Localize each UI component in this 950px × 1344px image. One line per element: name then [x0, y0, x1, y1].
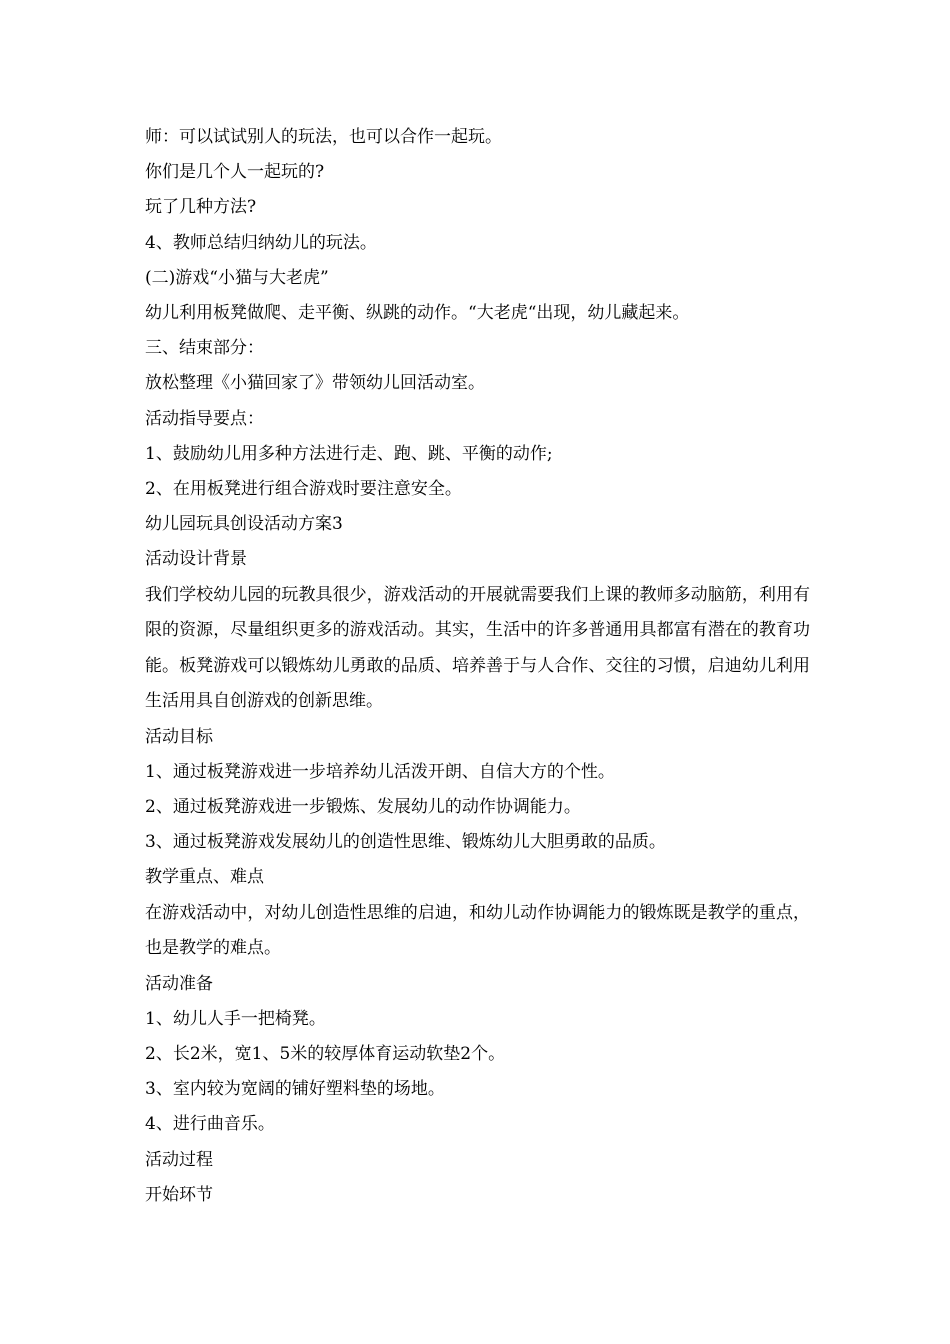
section-heading: 开始环节 [145, 1184, 213, 1205]
focus-paragraph: 在游戏活动中，对幼儿创造性思维的启迪，和幼儿动作协调能力的锻炼既是教学的重点，也是教学的难点。 [145, 902, 810, 959]
list-item: 3、通过板凳游戏发展幼儿的创造性思维、锻炼幼儿大胆勇敢的品质。 [145, 832, 666, 853]
section-heading: 活动准备 [145, 973, 213, 994]
list-item: 2、长2米，宽1、5米的较厚体育运动软垫2个。 [145, 1044, 506, 1065]
section-heading: 三、结束部分： [145, 338, 264, 359]
section-heading: 活动过程 [145, 1149, 213, 1170]
text-line: 玩了几种方法? [145, 197, 257, 218]
text-line: 放松整理《小猫回家了》带领幼儿回活动室。 [145, 373, 485, 394]
section-heading: 活动指导要点： [145, 408, 264, 429]
section-heading: (二)游戏“小猫与大老虎” [145, 267, 329, 288]
text-line: 4、教师总结归纳幼儿的玩法。 [145, 232, 377, 253]
list-item: 4、进行曲音乐。 [145, 1114, 275, 1135]
text-line: 师：可以试试别人的玩法，也可以合作一起玩。 [145, 127, 502, 147]
section-heading: 活动目标 [145, 726, 213, 747]
document-page [145, 120, 810, 1213]
list-item: 2、在用板凳进行组合游戏时要注意安全。 [145, 479, 462, 500]
text-line: 你们是几个人一起玩的? [145, 162, 325, 183]
text-line: 幼儿利用板凳做爬、走平衡、纵跳的动作。“大老虎“出现，幼儿藏起来。 [145, 303, 690, 324]
background-paragraph: 我们学校幼儿园的玩教具很少，游戏活动的开展就需要我们上课的教师多动脑筋，利用有限的资源，尽量组织更多的游戏活动。其实，生活中的许多普通用具都富有潜在的教育功能。板凳游戏可以锻炼幼儿勇敢的品质、培养善于与人合作、交往的习惯，启迪幼儿利用生活用具自创游戏的创新思维。 [145, 584, 810, 712]
list-item: 2、通过板凳游戏进一步锻炼、发展幼儿的动作协调能力。 [145, 797, 581, 818]
list-item: 1、幼儿人手一把椅凳。 [145, 1008, 326, 1029]
section-heading: 活动设计背景 [145, 549, 247, 570]
document-title: 幼儿园玩具创设活动方案3 [145, 514, 343, 535]
list-item: 1、鼓励幼儿用多种方法进行走、跑、跳、平衡的动作; [145, 443, 553, 464]
list-item: 3、室内较为宽阔的铺好塑料垫的场地。 [145, 1079, 445, 1100]
list-item: 1、通过板凳游戏进一步培养幼儿活泼开朗、自信大方的个性。 [145, 761, 615, 782]
section-heading: 教学重点、难点 [145, 867, 264, 888]
